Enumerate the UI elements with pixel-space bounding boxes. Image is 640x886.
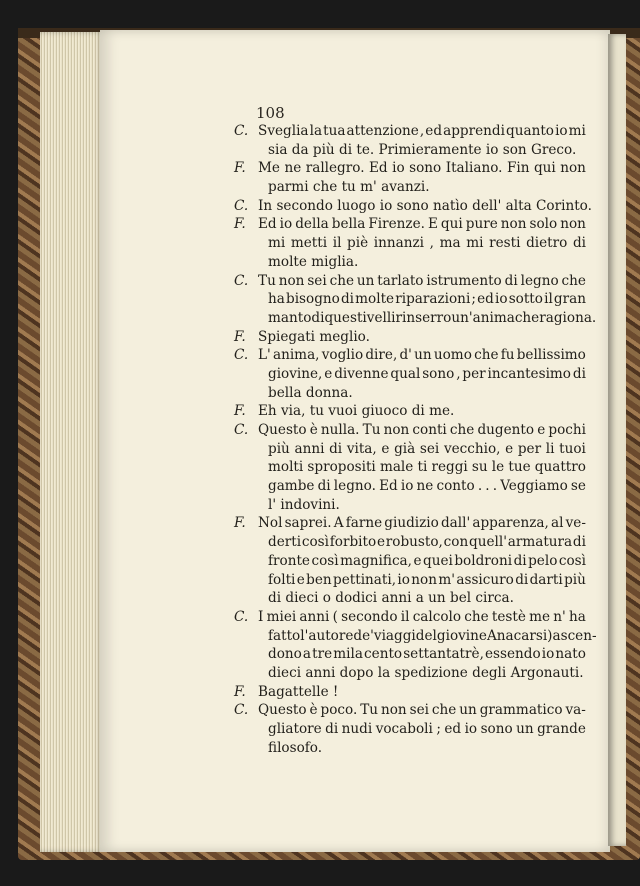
line-text: Questo è nulla. Tu non conti che dugento e pochi xyxy=(258,422,586,438)
dialogue-line xyxy=(234,159,586,178)
line-text: In secondo luogo io sono natìo dell' alta Corinto. xyxy=(258,197,592,214)
dialogue-line xyxy=(234,458,586,477)
facing-page-edge xyxy=(608,34,626,846)
line-text: molte miglia. xyxy=(268,253,359,270)
line-text: Questo è poco. Tu non sei che un grammatico va- xyxy=(258,702,586,719)
speaker-label: C. xyxy=(234,422,249,438)
dialogue-text xyxy=(234,122,597,757)
line-text: Sveglia la tua attenzione , ed apprendi quanto io mi xyxy=(258,123,586,139)
dialogue-line xyxy=(234,701,586,720)
line-text: giovine, e divenne qual sono , per incantesimo di xyxy=(268,365,586,382)
dialogue-line xyxy=(234,664,586,683)
dialogue-line xyxy=(234,514,586,533)
dialogue-line xyxy=(234,627,597,646)
dialogue-line xyxy=(234,309,597,328)
line-text: fatto l' autore de' viaggi del giovine Anacarsi ) ascen- xyxy=(268,627,597,644)
line-text: Me ne rallegro. Ed io sono Italiano. Fin qui non xyxy=(258,160,586,177)
line-text: molti spropositi male ti reggi su le tue quattro xyxy=(268,459,586,476)
speaker-label: C. xyxy=(234,272,249,289)
line-text: bella donna. xyxy=(268,384,353,401)
speaker-label: C. xyxy=(234,123,249,139)
dialogue-line xyxy=(234,272,586,291)
speaker-label: C. xyxy=(234,197,249,214)
dialogue-line xyxy=(234,253,586,272)
line-text: sia da più di te. Primieramente io son Greco. xyxy=(268,141,577,158)
line-text: mi metti il piè innanzi , ma mi resti dietro di xyxy=(268,235,586,252)
line-text: dono a tre mila cento settantatrè, essendo io nato xyxy=(268,646,586,663)
line-text: Ed io della bella Firenze. E qui pure non solo non xyxy=(258,216,586,233)
page-number: 108 xyxy=(256,104,285,122)
speaker-label: F. xyxy=(234,160,246,177)
dialogue-line xyxy=(234,533,586,552)
speaker-label: F. xyxy=(234,683,246,700)
dialogue-line xyxy=(234,421,586,440)
dialogue-line xyxy=(234,402,586,421)
dialogue-line xyxy=(234,234,586,253)
dialogue-line xyxy=(234,197,592,216)
line-text: gambe di legno. Ed io ne conto . . . Veggiamo se xyxy=(268,478,586,495)
dialogue-line xyxy=(234,440,586,459)
speaker-label: F. xyxy=(234,216,246,233)
dialogue-line xyxy=(234,365,586,384)
speaker-label: C. xyxy=(234,702,249,719)
line-text: dieci anni dopo la spedizione degli Argonauti. xyxy=(268,664,584,681)
dialogue-line xyxy=(234,477,586,496)
speaker-label: C. xyxy=(234,347,249,364)
line-text: di dieci o dodici anni a un bel circa. xyxy=(268,590,514,607)
line-text: Spiegati meglio. xyxy=(258,328,370,345)
speaker-label: F. xyxy=(234,403,246,420)
dialogue-line xyxy=(234,683,586,702)
dialogue-line xyxy=(234,720,586,739)
dialogue-line xyxy=(234,552,586,571)
dialogue-line xyxy=(234,589,586,608)
dialogue-line xyxy=(234,608,586,627)
dialogue-line xyxy=(234,290,586,309)
line-text: L' anima, voglio dire, d' un uomo che fu bellissimo xyxy=(258,347,586,364)
dialogue-line xyxy=(234,645,586,664)
page-edges xyxy=(40,32,104,852)
line-text: derti così forbito e robusto, con quell' armatura di xyxy=(268,534,586,551)
dialogue-line xyxy=(234,215,586,234)
dialogue-line xyxy=(234,346,586,365)
line-text: l' indovini. xyxy=(268,496,340,513)
line-text: manto di questi velli rinserro un' anima che ragiona. xyxy=(268,309,597,326)
dialogue-line xyxy=(234,122,586,141)
dialogue-line xyxy=(234,739,586,758)
line-text: filosofo. xyxy=(268,739,323,756)
line-text: Tu non sei che un tarlato istrumento di legno che xyxy=(258,272,586,289)
line-text: fronte così magnifica, e quei boldroni di pelo così xyxy=(268,552,586,569)
dialogue-line xyxy=(234,571,586,590)
line-text: più anni di vita, e già sei vecchio, e per li tuoi xyxy=(268,440,586,457)
speaker-label: F. xyxy=(234,328,246,345)
line-text: Eh via, tu vuoi giuoco di me. xyxy=(258,403,455,420)
line-text: ha bisogno di molte riparazioni ; ed io sotto il gran xyxy=(268,291,586,308)
speaker-label: C. xyxy=(234,608,249,625)
line-text: Bagattelle ! xyxy=(258,683,339,700)
line-text: I miei anni ( secondo il calcolo che testè me n' ha xyxy=(258,608,586,625)
dialogue-line xyxy=(234,496,586,515)
speaker-label: F. xyxy=(234,515,246,532)
line-text: Nol saprei. A farne giudizio dall' apparenza, al ve- xyxy=(258,515,586,532)
line-text: gliatore di nudi vocaboli ; ed io sono un grande xyxy=(268,721,586,737)
dialogue-line xyxy=(234,328,586,347)
dialogue-line xyxy=(234,141,586,160)
dialogue-line xyxy=(234,384,586,403)
dialogue-line xyxy=(234,178,586,197)
line-text: parmi che tu m' avanzi. xyxy=(268,179,430,196)
line-text: folti e ben pettinati, io non m' assicuro di darti più xyxy=(268,571,586,588)
